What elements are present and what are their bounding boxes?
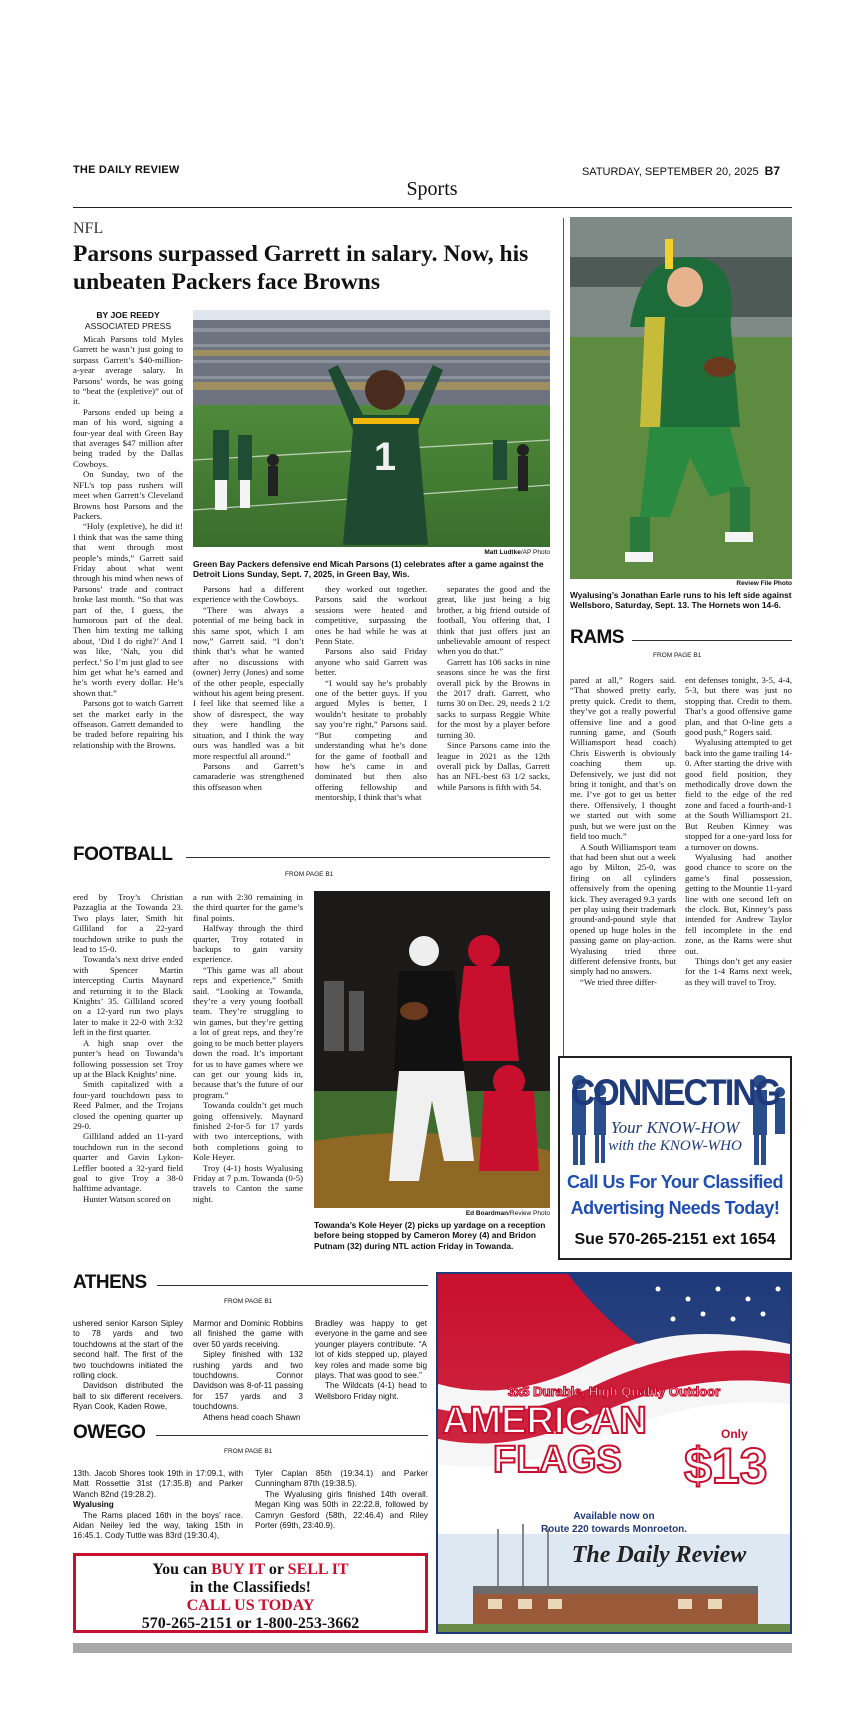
section-title: Sports xyxy=(406,178,458,200)
ad-connecting-phone: Sue 570-265-2151 ext 1654 xyxy=(574,1231,776,1248)
classified-line-3: CALL US TODAY xyxy=(186,1597,315,1614)
paragraph: “I would say he’s probably one of the better guys. If you argued Myles is better, I wouldn’t hesitate to probably say you’re right,” Parsons said. “But competing and understanding what he’s done for the game of football and how he’s came in and dominated but then also offering fellowship and mentorship, I think that’s what xyxy=(315,677,427,803)
paragraph: Davidson distributed the ball to six different receivers. Ryan Cook, Kaden Rowe, xyxy=(73,1381,183,1412)
paragraph: Tyler Caplan 85th (19:34.1) and Parker Cunningham 87th (19:38.5). xyxy=(255,1469,428,1489)
paragraph: ent defenses tonight, 3-5, 4-4, 5-3, but there was just no stopping that. Credit to them. That’s a good offensive game plan, and that O-line gets a good push,” Rogers said. xyxy=(685,675,792,738)
ad-connecting-line2: with the KNOW-WHO xyxy=(608,1138,742,1154)
paragraph: Things don’t get any easier for the 1-4 Rams next week, as they will travel to Troy. xyxy=(685,955,792,987)
lead-col-1 xyxy=(73,334,183,750)
paragraph: Towanda’s next drive ended with Spencer Martin intercepting Curtis Maynard and returning it to the Black Knights’ 35. Gilliland scored on a 12-yard run two plays later to make it 22-0 with 3:32 left in the first quarter. xyxy=(73,954,183,1038)
paragraph: A high snap over the punter’s head on Towanda’s following possession set Troy up at the Black Knights’ nine. xyxy=(73,1037,183,1079)
paragraph: “There was always a potential of me being back in this same spot, which I am now,” Garrett said. “I don’t think that’s what he wanted after no discussions with (owner) Jerry (Jones) and some of the other people, especially without his agent being present. I feel like that seemed like a show of disrespect, the way they were handling the situation, and I think the way ours was handled was a bit more respectful all around.” xyxy=(193,604,304,761)
byline-org: ASSOCIATED PRESS xyxy=(84,321,172,331)
flags-ad[interactable] xyxy=(436,1272,792,1634)
paragraph: Gilliland added an 11-yard touchdown run in the second quarter and Gavin Lykon-Leffler booted a 32-yard field goal to give Troy a 38-0 halftime advantage. xyxy=(73,1131,183,1194)
paragraph: “We tried three differ- xyxy=(580,976,657,987)
flags-word-american: AMERICAN xyxy=(442,1400,647,1442)
paper-name: THE DAILY REVIEW xyxy=(73,164,180,176)
paragraph: Wyalusing had another good chance to score on the game’s final possession, getting to the Mountie 11-yard line with one second left on the clock. But, Kinney’s pass intended for Andrew Taylor fell incomplete in the end zone, as the Rams were shut out. xyxy=(685,851,792,956)
flags-avail-1: Available now on xyxy=(573,1511,655,1522)
athens-col-1 xyxy=(73,1319,183,1413)
paragraph: Athens head coach Shawn xyxy=(203,1412,301,1422)
paragraph: Micah Parsons told Myles Garrett he wasn’t just going to surpass Garrett’s $40-million-a-year average salary. In Parsons’ words, he was going to “beat the (expletive)” out of it. xyxy=(73,334,183,407)
heyer-photo-caption: Towanda’s Kole Heyer (2) picks up yardage on a reception before being stopped by Cameron Morey (4) and Bridon Putnam (32) during NTL action Friday in Towanda. xyxy=(314,1220,546,1251)
paragraph: Parsons had a different experience with the Cowboys. xyxy=(193,584,304,605)
story-kicker: NFL xyxy=(73,220,104,237)
paragraph: Garrett has 106 sacks in nine seasons since he was the first overall pick by the Browns in the 2017 draft. Garrett, who turns 30 on Dec. 29, needs 2 1/2 sacks to surpass Reggie White for the most by a player before turning 30. xyxy=(437,656,550,740)
earle-photo-credit: Review File Photo xyxy=(736,580,792,587)
lead-col-4 xyxy=(437,584,550,792)
rams-jump-rule xyxy=(632,640,792,641)
athens-from-page: FROM PAGE B1 xyxy=(224,1298,273,1305)
football-jump-rule xyxy=(186,857,550,858)
header-rule xyxy=(73,207,792,208)
credit-org: /AP Photo xyxy=(520,549,550,556)
bottom-bar xyxy=(73,1643,792,1653)
football-col-2 xyxy=(193,892,303,1204)
flags-only: Only xyxy=(721,1427,748,1441)
athens-col-2 xyxy=(193,1319,303,1423)
credit-name: Matt Ludtke xyxy=(484,549,521,556)
classified-phone: 570-265-2151 or 1-800-253-3662 xyxy=(141,1615,360,1632)
paragraph: Troy (4-1) hosts Wyalusing Friday at 7 p.m. Towanda (0-5) travels to Canton the same night. xyxy=(193,1162,303,1204)
flags-avail-2: Route 220 towards Monroeton. xyxy=(540,1524,688,1535)
paragraph: a run with 2:30 remaining in the third quarter for the game’s final points. xyxy=(193,892,303,923)
rams-jump-label: RAMS xyxy=(570,627,624,648)
owego-jump-label: OWEGO xyxy=(73,1422,146,1443)
athens-jump-rule xyxy=(157,1285,428,1286)
paragraph: On Sunday, two of the NFL’s top pass rushers will meet when Garrett’s Cleveland Browns host Parsons and the Packers. xyxy=(73,469,183,521)
paragraph: Wyalusing attempted to get back into the game trailing 14-0. After starting the drive with good field position, they methodically drove down the field to the edge of the red zone and faced a fourth-and-1 at the South Williamsport 21. But Reuben Kinney was stopped for a one-yard loss for a turnover on downs. xyxy=(685,737,792,852)
football-from-page: FROM PAGE B1 xyxy=(285,871,334,878)
parsons-photo-caption: Green Bay Packers defensive end Micah Parsons (1) celebrates after a game against the Detroit Lions Sunday, Sept. 7, 2025, in Green Bay, Wis. xyxy=(193,559,544,580)
paragraph: separates the good and the great, like just being a big brother, a big friend outside of football, You offering that, I think that just offers just an unbelievable amount of respect when you do that.” xyxy=(437,584,550,657)
paragraph: Marmor and Dominic Robbins all finished the game with over 50 yards receiving. xyxy=(193,1319,303,1349)
paragraph: A South Williamsport team that had been shut out a week ago by Milton, 25-0, was firing on all cylinders offensively from the opening kick. They averaged 9.3 yards per play using their trademark ground-and-pound style that opened up huge holes in the passing game on play-action. Wyalusing tried three different defensive fronts, but simply had no answers. xyxy=(570,841,676,977)
ad-connecting-title: CONNECTING xyxy=(570,1072,780,1114)
ad-connecting-line1: Your KNOW-HOW xyxy=(610,1118,740,1137)
paragraph: The Wildcats (4-1) head to Wellsboro Friday night. xyxy=(315,1381,427,1401)
paragraph: pared at all,” Rogers said. “That showed pretty early, pretty quick. Credit to them, they’ve got a really powerful offensive line and a good running game, and (South Williamsport head coach) Chris Eiswerth is obviously coaching them up. Defensively, we just did not bring it tonight, and that’s on me. I’ve got to get us better there. Offensively, I thought we started out with some push, but we were just on the field too much.” xyxy=(570,675,676,842)
ad-connecting-cta2: Advertising Needs Today! xyxy=(570,1198,780,1218)
flags-tagline: 3x5 Durable, High Quality Outdoor xyxy=(507,1384,721,1399)
classified-ad[interactable] xyxy=(73,1553,428,1633)
paragraph: “This game was all about reps and experience,” Smith said. “Looking at Towanda, they’re a very young football team. They’re struggling to win games, but they’re getting a lot of great reps, and they’re going to be much better players down the road. It’s important for us to have games where we can get our young kids in, because that’s the future of our program.” xyxy=(193,964,303,1100)
lead-col-2 xyxy=(193,584,304,792)
paragraph: Halfway through the third quarter, Troy rotated in backups to gain varsity experience. xyxy=(193,923,303,965)
football-jump-label: FOOTBALL xyxy=(73,844,173,865)
paragraph: Parsons ended up being a man of his word, signing a four-year deal with Green Bay that averages $47 million after being traded by the Dallas Cowboys. xyxy=(73,406,183,469)
paragraph: Since Parsons came into the league in 2021 as the 12th overall pick by Dallas, Garrett has an NFL-best 63 1/2 sacks, while Parsons is fifth with 54. xyxy=(437,740,550,792)
paragraph: The Rams placed 16th in the boys’ race. Aidan Neiley led the way, taking 15th in 16:45.1. Cody Tuttle was 83rd (19:30.4), xyxy=(73,1510,243,1541)
page-number: B7 xyxy=(764,164,780,178)
classified-sell: SELL IT xyxy=(287,1561,349,1578)
paragraph: 13th. Jacob Shores took 19th in 17:09.1, with Matt Rossettie 31st (17:35.8) and Parker Wanch 82nd (19:28.2). xyxy=(73,1469,243,1499)
heyer-photo-credit xyxy=(400,1210,550,1217)
classified-line-1 xyxy=(76,1560,425,1579)
football-col-1 xyxy=(73,892,183,1204)
parsons-photo-image xyxy=(193,310,550,547)
flags-word-flags: FLAGS xyxy=(493,1439,622,1481)
paragraph: Towanda couldn’t get much going offensively. Maynard finished 2-for-5 for 17 yards with two interceptions, with both completions going to Kole Heyer. xyxy=(193,1100,303,1163)
athens-col-3 xyxy=(315,1319,427,1402)
paragraph: they worked out together. Parsons said the workout sessions were heated and competitive, surpassing the ones he had while he was at Penn State. xyxy=(315,584,427,647)
credit-org: /Review Photo xyxy=(508,1210,550,1217)
owego-from-page: FROM PAGE B1 xyxy=(224,1448,273,1455)
paragraph: ushered senior Karson Sipley to 78 yards and two touchdowns at the start of the second half. The first of the two touchdowns initiated the rolling clock. xyxy=(73,1319,183,1381)
story-headline: Parsons surpassed Garrett in salary. Now, his unbeaten Packers face Browns xyxy=(73,241,529,295)
paragraph: Sipley finished with 132 rushing yards and two touchdowns. Connor Davidson was 8-of-11 passing for 157 yards and 3 touchdowns. xyxy=(193,1350,303,1412)
classified-text: You can xyxy=(152,1561,212,1578)
rams-col-2 xyxy=(685,675,792,987)
earle-photo xyxy=(570,217,792,579)
subhead: Wyalusing xyxy=(73,1500,114,1510)
page-date xyxy=(582,164,780,178)
paragraph: The Wyalusing girls finished 14th overall. Megan King was 50th in 22:22.8, followed by Camryn Gesford (58th, 22:46.4) and Riley Porter (69th, 23:40.9). xyxy=(255,1489,428,1531)
flags-brand-logo: The Daily Review xyxy=(571,1542,747,1568)
rams-col-1 xyxy=(570,675,676,987)
heyer-photo-image xyxy=(314,891,550,1208)
athens-jump-label: ATHENS xyxy=(73,1272,147,1293)
classified-line-2: in the Classifieds! xyxy=(190,1579,311,1596)
owego-col-1 xyxy=(73,1469,243,1542)
lead-col-3 xyxy=(315,584,427,803)
heyer-photo xyxy=(314,891,550,1208)
classified-buy: BUY IT xyxy=(211,1561,265,1578)
earle-photo-caption: Wyalusing’s Jonathan Earle runs to his left side against Wellsboro, Saturday, Sept. 13. The Hornets won 14-6. xyxy=(570,590,792,611)
date-text: SATURDAY, SEPTEMBER 20, 2025 xyxy=(581,166,759,178)
paragraph: Parsons got to watch Garrett set the market early in the offseason. Garrett demanded to be traded before repairing his relationship with the Browns. xyxy=(73,698,183,750)
paragraph: Smith capitalized with a four-yard touchdown pass to Reed Palmer, and the Trojans closed the opening quarter up 29-0. xyxy=(73,1079,183,1131)
parsons-photo-credit xyxy=(400,549,550,556)
byline-name: BY JOE REEDY xyxy=(96,310,160,320)
owego-col-2 xyxy=(255,1469,428,1531)
paragraph: Parsons and Garrett’s camaraderie was strengthened this offseason when xyxy=(193,760,304,792)
svg-text:1: 1 xyxy=(373,435,397,479)
connecting-ad[interactable] xyxy=(558,1056,792,1260)
paragraph: ered by Troy’s Christian Pazzaglia at the Towanda 23. Two plays later, Smith hit Gilliland for a 22-yard touchdown strike to push the lead to 15-0. xyxy=(73,892,183,955)
paragraph: Bradley was happy to get everyone in the game and see younger players contribute. “A lot of kids stepped up, played key roles and made some big plays. That was good to see.” xyxy=(315,1319,427,1381)
flags-price: $13 xyxy=(684,1438,768,1494)
rams-from-page: FROM PAGE B1 xyxy=(653,652,702,659)
classified-text: or xyxy=(264,1561,288,1578)
owego-jump-rule xyxy=(156,1435,428,1436)
credit-name: Ed Boardman xyxy=(465,1210,509,1217)
ad-connecting-cta1: Call Us For Your Classified xyxy=(567,1172,783,1192)
paragraph: “Holy (expletive), he did it! I think that was the same thing that went through most people’s minds,” Garrett said Friday about what went through his mind when news of Parsons’ trade and contract broke last month. “So that was part of the, I guess, the humorous part of the deal. Then him texting me talking about, ‘Did I do right?’ And I was like, ‘Nah, you did perfect.’ So I’m just glad to see him get what he’s earned and he’s worth every dollar. He’s shown that.” xyxy=(73,521,183,698)
parsons-photo xyxy=(193,310,550,547)
paragraph: Hunter Watson scored on xyxy=(83,1193,171,1204)
byline xyxy=(73,310,183,332)
paragraph: Parsons also said Friday anyone who said Garrett was better. xyxy=(315,646,427,678)
earle-photo-image xyxy=(570,217,792,579)
